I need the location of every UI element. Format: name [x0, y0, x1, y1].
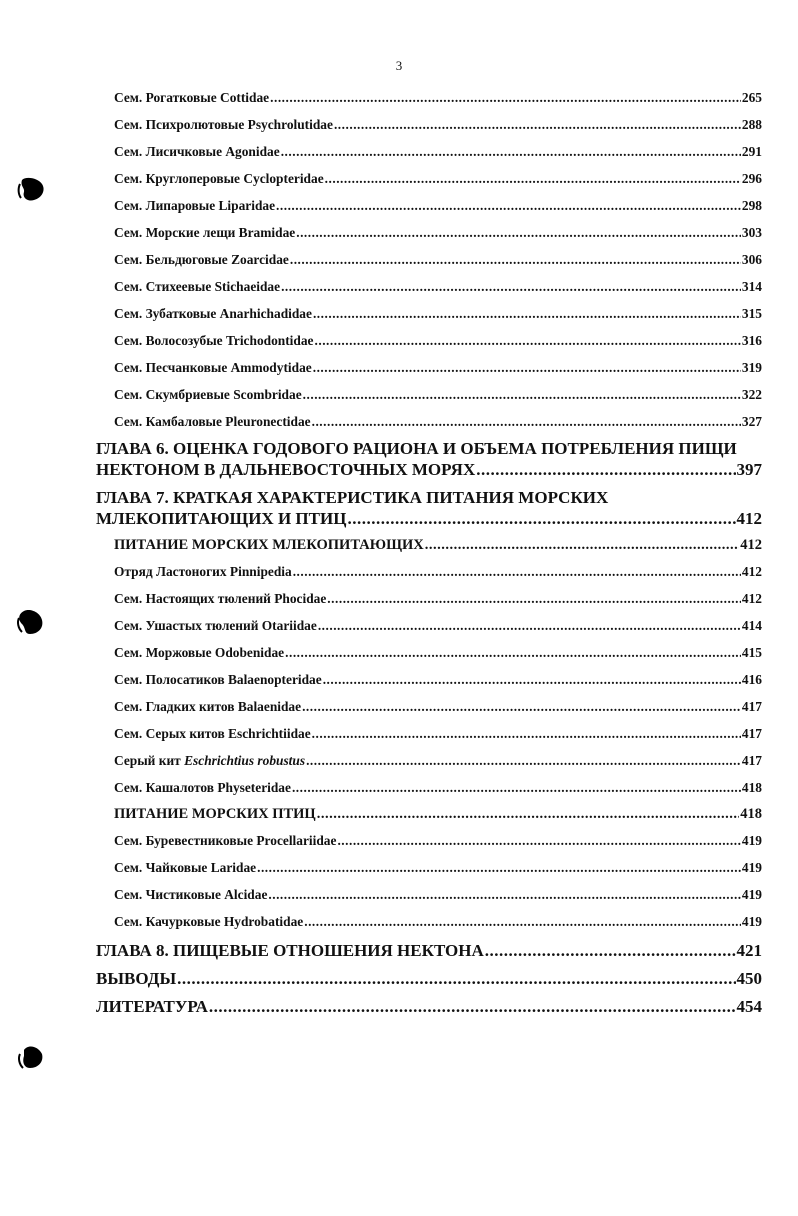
- toc-conclusions[interactable]: ВЫВОДЫ ..... 450: [96, 970, 762, 987]
- toc-chapter-7[interactable]: МЛЕКОПИТАЮЩИХ И ПТИЦ ..... 412: [96, 510, 762, 527]
- toc-page: 314: [741, 279, 762, 294]
- chapter-7-title: ГЛАВА 7. КРАТКАЯ ХАРАКТЕРИСТИКА ПИТАНИЯ МОРСКИХ: [96, 488, 609, 507]
- toc-entry[interactable]: Сем. Липаровые Liparidae ..... 298: [114, 199, 762, 212]
- toc-page: 417: [741, 726, 762, 741]
- toc-page: 265: [741, 90, 762, 105]
- toc-page: 417: [741, 699, 762, 714]
- latin-name: Eschrichtius robustus: [184, 753, 306, 768]
- toc-chapter-6[interactable]: НЕКТОНОМ В ДАЛЬНЕВОСТОЧНЫХ МОРЯХ ..... 397: [96, 461, 762, 478]
- toc-entry[interactable]: Сем. Песчанковые Ammodytidae ..... 319: [114, 361, 762, 374]
- toc-entry[interactable]: Сем. Гладких китов Balaenidae ..... 417: [114, 700, 762, 713]
- toc-literature[interactable]: ЛИТЕРАТУРА ..... 454: [96, 998, 762, 1015]
- toc-page: 322: [741, 387, 762, 402]
- toc-page: 419: [741, 860, 762, 875]
- toc-entry[interactable]: Сем. Зубатковые Anarhichadidae ..... 315: [114, 307, 762, 320]
- toc-page: 315: [741, 306, 762, 321]
- toc-entry[interactable]: Сем. Камбаловые Pleuronectidae ..... 327: [114, 415, 762, 428]
- toc-section-mammals[interactable]: ПИТАНИЕ МОРСКИХ МЛЕКОПИТАЮЩИХ ..... 412: [114, 538, 762, 553]
- toc-page: 450: [736, 969, 762, 988]
- toc-entry[interactable]: Сем. Полосатиков Balaenopteridae ..... 416: [114, 673, 762, 686]
- toc-page: 412: [741, 591, 762, 606]
- punch-hole-mark: [16, 608, 46, 638]
- toc-page: 419: [741, 914, 762, 929]
- toc-entry-gray-whale[interactable]: Серый кит Eschrichtius robustus ..... 417: [114, 754, 762, 767]
- toc-page: 303: [741, 225, 762, 240]
- toc-page: 412: [741, 564, 762, 579]
- toc-entry[interactable]: Сем. Чистиковые Alcidae ..... 419: [114, 888, 762, 901]
- toc-entry[interactable]: Сем. Волосозубые Trichodontidae ..... 316: [114, 334, 762, 347]
- toc-page: 288: [741, 117, 762, 132]
- toc-entry[interactable]: Сем. Стихеевые Stichaeidae ..... 314: [114, 280, 762, 293]
- toc-chapter-8[interactable]: ГЛАВА 8. ПИЩЕВЫЕ ОТНОШЕНИЯ НЕКТОНА ..... 421: [96, 942, 762, 959]
- toc-page: 418: [740, 806, 762, 822]
- toc-page: 397: [736, 460, 762, 479]
- punch-hole-mark: [16, 176, 48, 204]
- toc-entry[interactable]: Сем. Морские лещи Bramidae ..... 303: [114, 226, 762, 239]
- chapter-6-title: ГЛАВА 6. ОЦЕНКА ГОДОВОГО РАЦИОНА И ОБЪЕМА ПОТРЕБЛЕНИЯ ПИЩИ: [96, 439, 737, 458]
- toc-entry[interactable]: Сем. Чайковые Laridae ..... 419: [114, 861, 762, 874]
- toc-entry[interactable]: Сем. Бельдюговые Zoarcidae ..... 306: [114, 253, 762, 266]
- toc-page: 327: [741, 414, 762, 429]
- toc-page: 418: [741, 780, 762, 795]
- toc-page: 298: [741, 198, 762, 213]
- toc-page: 296: [741, 171, 762, 186]
- toc-page: 412: [736, 509, 762, 528]
- toc-page: 414: [741, 618, 762, 633]
- toc-page: 419: [741, 833, 762, 848]
- toc-page: 416: [741, 672, 762, 687]
- toc-entry[interactable]: Сем. Настоящих тюлений Phocidae ..... 412: [114, 592, 762, 605]
- toc-section-birds[interactable]: ПИТАНИЕ МОРСКИХ ПТИЦ ..... 418: [114, 807, 762, 822]
- toc-entry[interactable]: Сем. Ушастых тюлений Otariidae ..... 414: [114, 619, 762, 632]
- toc-page: 454: [736, 997, 762, 1016]
- toc-entry[interactable]: Сем. Моржовые Odobenidae ..... 415: [114, 646, 762, 659]
- toc-entry[interactable]: Сем. Кашалотов Physeteridae ..... 418: [114, 781, 762, 794]
- toc-entry[interactable]: Сем. Серых китов Eschrichtiidae ..... 417: [114, 727, 762, 740]
- toc-entry[interactable]: Сем. Рогатковые Cottidae ..... 265: [114, 91, 762, 104]
- punch-hole-mark: [16, 1044, 46, 1072]
- toc-entry[interactable]: Сем. Буревестниковые Procellariidae ..... 419: [114, 834, 762, 847]
- toc-page: 319: [741, 360, 762, 375]
- toc-entry[interactable]: Сем. Лисичковые Agonidae ..... 291: [114, 145, 762, 158]
- toc-page: 421: [736, 941, 762, 960]
- toc-page: 306: [741, 252, 762, 267]
- toc-page: 412: [740, 537, 762, 553]
- toc-page: 419: [741, 887, 762, 902]
- toc-page: 415: [741, 645, 762, 660]
- page-number: 3: [395, 58, 403, 73]
- toc-page: 316: [741, 333, 762, 348]
- toc-page: 291: [741, 144, 762, 159]
- toc-page: 417: [741, 753, 762, 768]
- toc-entry[interactable]: Отряд Ластоногих Pinnipedia ..... 412: [114, 565, 762, 578]
- toc-entry[interactable]: Сем. Психролютовые Psychrolutidae ..... 288: [114, 118, 762, 131]
- toc-entry[interactable]: Сем. Качурковые Hydrobatidae ..... 419: [114, 915, 762, 928]
- toc-entry[interactable]: Сем. Круглоперовые Cyclopteridae ..... 296: [114, 172, 762, 185]
- toc-entry[interactable]: Сем. Скумбриевые Scombridae ..... 322: [114, 388, 762, 401]
